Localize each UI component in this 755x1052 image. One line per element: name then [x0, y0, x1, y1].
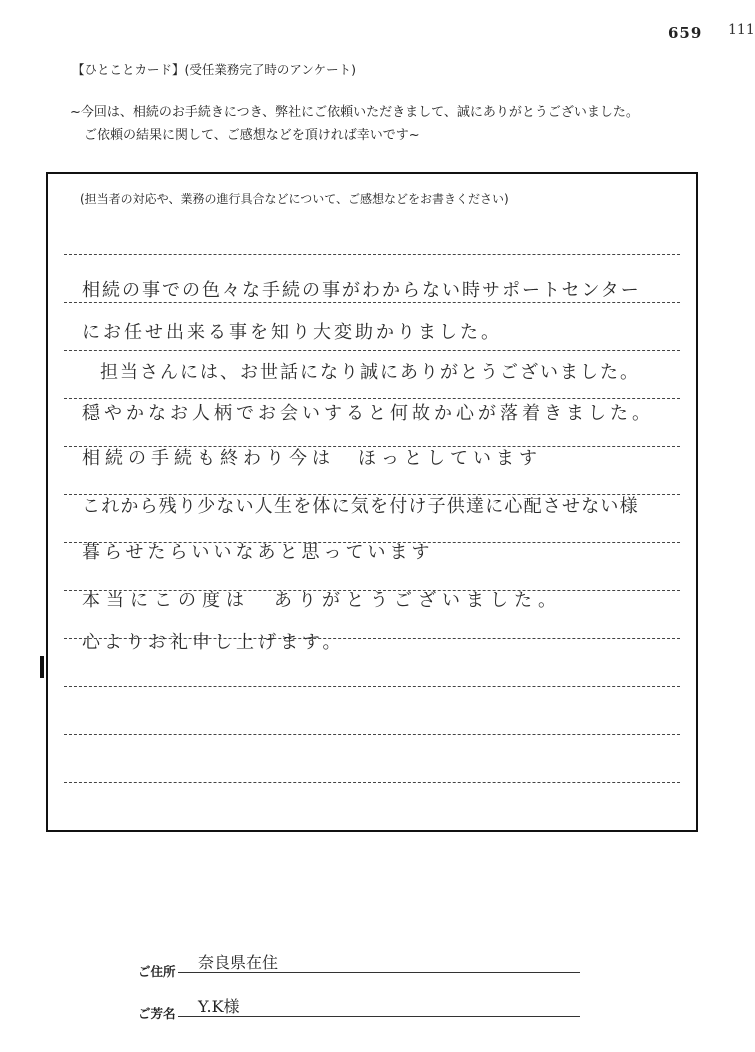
name-label: ご芳名: [138, 1006, 176, 1021]
handwritten-line-5: 相続の手続も終わり今は ほっとしています: [82, 448, 542, 469]
handwritten-line-1: 相続の事での色々な手続の事がわからない時サポートセンター: [82, 280, 641, 301]
handwritten-line-8: 本当にこの度は ありがとうございました。: [82, 590, 562, 611]
handwritten-line-6: これから残り少ない人生を体に気を付け子供達に心配させない様: [82, 496, 639, 517]
corner-mark: 111: [728, 22, 755, 38]
feedback-prompt: (担当者の対応や、業務の進行具合などについて、ご感想などをお書きください): [80, 192, 509, 206]
address-label: ご住所: [138, 964, 176, 979]
page-number: 659: [668, 24, 703, 42]
ruled-line: [64, 302, 680, 303]
ruled-line: [64, 686, 680, 687]
handwritten-line-9: 心よりお礼申し上げます。: [82, 632, 345, 653]
name-value: Y.K様: [198, 997, 240, 1016]
ruled-line: [64, 782, 680, 783]
handwritten-line-2: にお任せ出来る事を知り大変助かりました。: [82, 322, 502, 343]
intro-line-1: ~今回は、相続のお手続きにつき、弊社にご依頼いただきまして、誠にありがとうございました。: [70, 105, 639, 120]
intro-line-2: ご依頼の結果に関して、ご感想などを頂ければ幸いです~: [84, 128, 420, 143]
handwritten-line-4: 穏やかなお人柄でお会いすると何故か心が落着きました。: [82, 403, 654, 424]
handwritten-line-7: 暮らせたらいいなあと思っています: [82, 542, 434, 563]
card-title: 【ひとことカード】(受任業務完了時のアンケート): [72, 62, 357, 77]
address-underline: [178, 972, 580, 973]
ruled-line: [64, 254, 680, 255]
name-underline: [178, 1016, 580, 1017]
edge-mark: [40, 656, 44, 678]
ruled-line: [64, 734, 680, 735]
ruled-line: [64, 350, 680, 351]
address-value: 奈良県在住: [198, 953, 279, 972]
handwritten-line-3: 担当さんには、お世話になり誠にありがとうございました。: [100, 362, 640, 383]
